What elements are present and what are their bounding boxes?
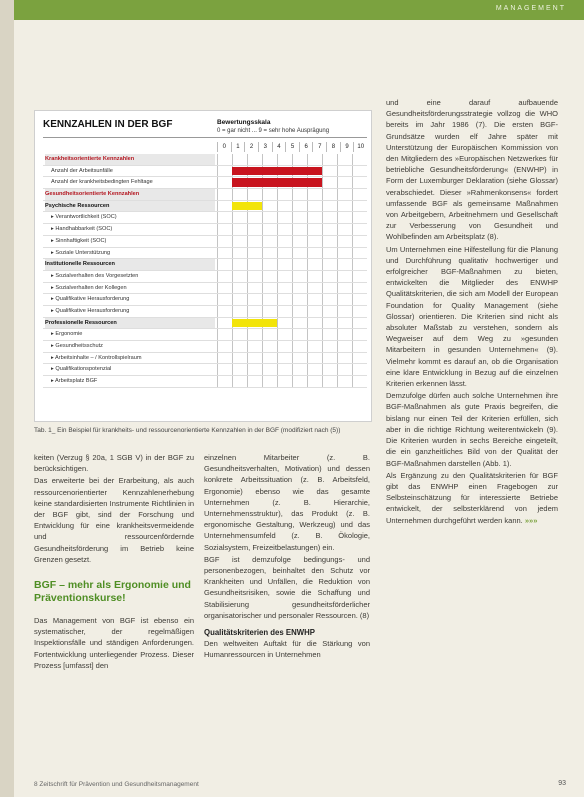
paragraph: Den weltweiten Auftakt für die Stärkung von Humanressourcen in Unternehmen: [204, 639, 370, 660]
table-divider: [43, 137, 367, 138]
row-label: ▸ Arbeitsinhalte – / Kontrollspielraum: [51, 354, 142, 361]
rating-grid: [217, 248, 367, 259]
rating-bar: [232, 178, 322, 187]
rating-grid: [217, 259, 367, 270]
kennzahlen-table: [34, 110, 372, 422]
row-label: ▸ Sozialverhalten des Vorgesetzten: [51, 272, 139, 279]
table-row: [43, 154, 367, 166]
page-gutter: [0, 0, 14, 797]
scale-header: [217, 119, 367, 135]
rating-grid: [217, 283, 367, 294]
paragraph: [386, 470, 558, 526]
table-rows: [43, 154, 367, 388]
row-label: ▸ Gesundheitsschutz: [51, 343, 103, 349]
table-row: [43, 364, 367, 376]
rating-grid: [217, 154, 367, 165]
rating-bar: [232, 167, 322, 176]
table-row: [43, 177, 367, 189]
rating-grid: [217, 212, 367, 223]
row-label: ▸ Ergonomie: [51, 331, 83, 338]
scale-numbers: [217, 142, 367, 152]
table-row: [43, 189, 367, 201]
table-row: [43, 212, 367, 224]
table-row: [43, 318, 367, 330]
row-label: ▸ Sozialverhalten der Kollegen: [51, 284, 127, 291]
text-column-1: [34, 452, 194, 672]
rating-grid: [217, 306, 367, 317]
section-heading: BGF – mehr als Ergonomie und Präventionskurse!: [34, 579, 191, 605]
scale-title: Bewertungsskala: [217, 119, 271, 126]
table-row: [43, 341, 367, 353]
paragraph-text: Als Ergänzung zu den Qualitätskriterien für BGF gibt das ENWHP einen Fragebogen zur Selbsteinschätzung für interessierte Betriebe entwickelt, der selbsterklärend von jedem Unternehmen durchgeführt werden kann.: [386, 470, 558, 525]
scale-number: 6: [299, 142, 313, 152]
page-number: 93: [558, 780, 566, 787]
row-label: ▸ Sinnhaftigkeit (SOC): [51, 237, 107, 244]
paragraph: einzelnen Mitarbeiter (z. B. Gesundheitsverhalten, Motivation) und dessen konkrete Arbeitssituation (z. B. Arbeitsfeld, Ergonomie) ebenso wie das gesamte Unternehmen (z. B. Hierarchie, Unternehmensstruktur), das Produkt (z. B. ergonomische Gestaltung, Werkzeug) und das Unternehmensumfeld (z. B. Ökologie, Sozialsystem, Freizeitbelastungen) ein.: [204, 453, 370, 552]
table-caption: Tab. 1_ Ein Beispiel für krankheits- und ressourcenorientierte Kennzahlen in der BGF (modifiziert nach (5)): [34, 427, 341, 434]
section-label: MANAGEMENT: [495, 5, 566, 12]
scale-number: 0: [217, 142, 231, 152]
scale-number: 1: [231, 142, 245, 152]
table-row: [43, 259, 367, 271]
row-label: Anzahl der Arbeitsunfälle: [51, 167, 113, 174]
table-row: [43, 201, 367, 213]
scale-number: 7: [312, 142, 326, 152]
row-label: Institutionelle Ressourcen: [45, 259, 215, 270]
rating-grid: [217, 364, 367, 375]
table-row: [43, 248, 367, 260]
table-row: [43, 224, 367, 236]
scale-number: 10: [353, 142, 367, 152]
scale-number: 2: [244, 142, 258, 152]
journal-name: 8 Zeitschrift für Prävention und Gesundheitsmanagement: [34, 781, 199, 788]
row-label: Gesundheitsorientierte Kennzahlen: [45, 189, 215, 200]
paragraph: Demzufolge dürfen auch solche Unternehmen ihre BGF-Maßnahmen als gute Praxis begreifen, die bislang nur einen Teil der Kriterien erfüllen, sich aber in die richtige Richtung weiterentwickeln (9). Die Kriterien wurden in sechs Bereiche eingeteilt, die ein ganzheitliches Bild von der Qualität der BGF-Maßnahmen darstellen (Abb. 1).: [386, 391, 558, 468]
scale-number: 5: [285, 142, 299, 152]
rating-grid: [217, 224, 367, 235]
rating-grid: [217, 271, 367, 282]
row-label: ▸ Arbeitsplatz BGF: [51, 378, 98, 385]
row-label: ▸ Qualifikative Herausforderung: [51, 307, 130, 314]
table-row: [43, 329, 367, 341]
rating-bar: [232, 319, 277, 328]
rating-grid: [217, 376, 367, 387]
paragraph: Um Unternehmen eine Hilfestellung für die Planung und Durchführung qualitativ hochwertiger und erfolgreicher BGF-Maßnahmen zu bieten, entwickelten die Mitglieder des ENWHP Qualitätskriterien, die sich am Modell der European Foundation for Quality Management (siehe Glossar) orientieren. Die Kriterien sind nicht als absoluter Maßstab zu verstehen, sondern als Wegweiser auf dem Weg zu »gesunden Mitarbeitern in gesunden Unternehmen« (9). Vielmehr kommt es darauf an, ob die Organisation eine klare Entwicklung in Bezug auf die einzelnen Kriterien erkennen lässt.: [386, 244, 558, 389]
rating-grid: [217, 189, 367, 200]
row-label: ▸ Handhabbarkeit (SOC): [51, 226, 113, 233]
row-label: Psychische Ressourcen: [45, 201, 215, 212]
rating-grid: [217, 353, 367, 364]
rating-bar: [232, 202, 262, 211]
table-row: [43, 236, 367, 248]
paragraph: und eine darauf aufbauende Gesundheitsförderungsstrategie vollzog die WHO bereits im Jahr 1986 (7). Die ersten BGF-Grundsätze wurden elf Jahre später mit Unterstützung der Europäischen Kommission von den Mitgliedern des »Europäischen Netzwerkes für betriebliche Gesundheitsförderung« (ENWHP) in Form der Luxemburger Deklaration (siehe Glossar) verabschiedet. Dieser »Rahmenkonsens« fordert umfassende BGF als gemeinsame Maßnahmen von Arbeitgebern, Arbeitnehmern und Gesellschaft zur Verbesserung von Gesundheit und Wohlbefinden am Arbeitsplatz (8).: [386, 98, 558, 242]
row-label: Professionelle Ressourcen: [45, 318, 215, 329]
scale-number: 8: [326, 142, 340, 152]
table-row: [43, 353, 367, 365]
section-bar: [14, 0, 584, 20]
text-column-2: [204, 452, 370, 662]
subsection-heading: Qualitätskriterien des ENWHP: [204, 628, 315, 638]
table-row: [43, 283, 367, 295]
paragraph: BGF ist demzufolge bedingungs- und personenbezogen, beinhaltet den Schutz vor Krankheiten und Unfällen, die Reduktion von Gesundheitsrisiken, sowie die Schaffung und Stabilisierung gesundheitsförderlicher organisatorischer und personaler Ressourcen. (8): [204, 554, 370, 620]
scale-number: 3: [258, 142, 272, 152]
row-label: ▸ Soziale Unterstützung: [51, 249, 111, 256]
row-label: Krankheitsorientierte Kennzahlen: [45, 154, 215, 165]
table-row: [43, 376, 367, 388]
paragraph: Das erweiterte bei der Erarbeitung, als auch ressourcenorientierter Kennzahlenerhebung keine standardisierten Instrumente Richtlinien in der BGF gibt, sind der Forschung und Entwicklung für eine krankheitsvermeidende und ressourcenfördernde Gesundheitsförderung im Betrieb keine Grenzen gesetzt.: [34, 476, 194, 564]
scale-number: 9: [340, 142, 354, 152]
table-row: [43, 306, 367, 318]
table-row: [43, 294, 367, 306]
text-column-3: [386, 97, 558, 527]
row-label: ▸ Verantwortlichkeit (SOC): [51, 214, 117, 221]
paragraph: Das Management von BGF ist ebenso ein systematischer, der regelmäßigen Inspektionsfälle und ständigen Anforderungen. Fortentwicklung unterliegender Prozess. Dieser Prozess [umfasst] den: [34, 616, 194, 670]
paragraph: keiten (Verzug § 20a, 1 SGB V) in der BGF zu berücksichtigen.: [34, 453, 194, 474]
rating-grid: [217, 294, 367, 305]
table-row: [43, 166, 367, 178]
rating-grid: [217, 329, 367, 340]
row-label: Anzahl der krankheitsbedingten Fehltage: [51, 179, 153, 186]
table-title: KENNZAHLEN IN DER BGF: [43, 119, 173, 130]
scale-number: 4: [272, 142, 286, 152]
rating-grid: [217, 236, 367, 247]
continue-mark: »»»: [524, 515, 538, 525]
scale-note: 0 = gar nicht ... 9 = sehr hohe Ausprägung: [217, 128, 330, 134]
rating-grid: [217, 341, 367, 352]
table-row: [43, 271, 367, 283]
row-label: ▸ Qualifikationspotenzial: [51, 366, 112, 373]
row-label: ▸ Qualifikative Herausforderung: [51, 296, 130, 303]
